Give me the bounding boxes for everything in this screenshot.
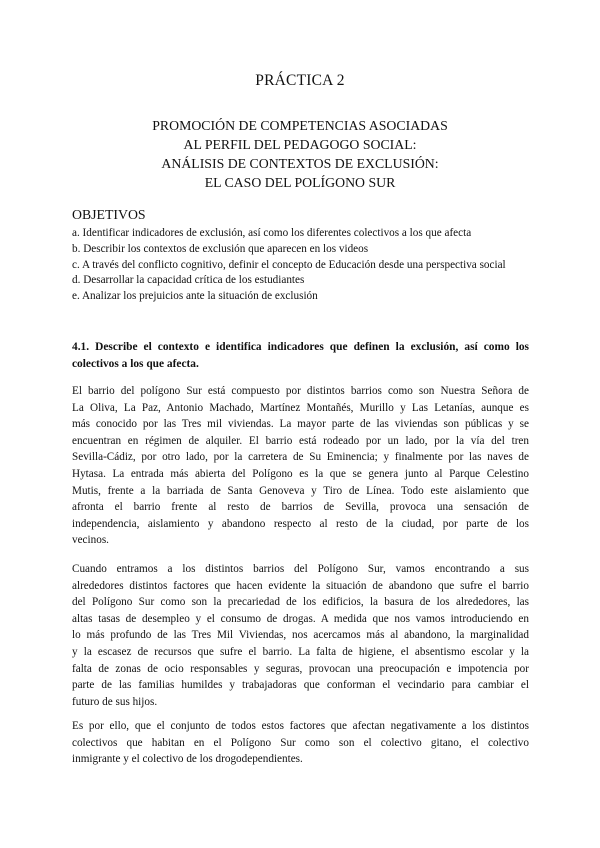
objective-item: d. Desarrollar la capacidad crítica de los estudiantes: [72, 274, 305, 287]
paragraph-line: independencia, aislamiento y abandono respecto al resto de la ciudad, por parte de los: [72, 517, 529, 530]
subtitle-line: ANÁLISIS DE CONTEXTOS DE EXCLUSIÓN:: [161, 156, 439, 171]
objective-item: e. Analizar los prejuicios ante la situación de exclusión: [72, 290, 318, 303]
objectives-list: [72, 226, 528, 305]
body-paragraph: [72, 561, 529, 710]
objective-item: c. A través del conflicto cognitivo, definir el concepto de Educación desde una perspectiva social: [72, 258, 506, 271]
paragraph-line: altas tasas de desempleo y el consumo de drogas. A medida que nos vamos introduciendo en: [72, 612, 529, 625]
paragraph-line: Sevilla-Cádiz, por otro lado, por la carretera de Su Eminencia; y finalmente por las naves de: [72, 451, 529, 464]
paragraph-line: afronta el barrio frente al resto de barrios de Sevilla, provoca una sensación de: [72, 501, 529, 514]
paragraph-line: futuro de sus hijos.: [72, 695, 158, 708]
objective-item: b. Describir los contextos de exclusión que aparecen en los videos: [72, 242, 369, 255]
paragraph-line: Cuando entramos a los distintos barrios del Polígono Sur, vamos encontrando a sus: [72, 563, 529, 575]
subtitle-line: EL CASO DEL POLÍGONO SUR: [204, 175, 396, 190]
page-title: PRÁCTICA 2: [255, 72, 345, 89]
objectives-heading: OBJETIVOS: [72, 207, 146, 222]
document-subtitle: [0, 116, 600, 192]
paragraph-line: lo más profundo de las Tres Mil Viviendas, nos acercamos más al abandono, la marginalidad: [72, 629, 529, 642]
objective-item: a. Identificar indicadores de exclusión, así como los diferentes colectivos a los que afecta: [72, 227, 472, 239]
paragraph-line: parte de las familias humildes y trabajadoras que conforman el vecindario para cambiar el: [72, 679, 529, 692]
paragraph-line: alrededores distintos factores que hacen evidente la situación de abandono que sufre el barrio: [72, 579, 529, 592]
paragraph-line: más conocido por las Tres mil viviendas. La mayor parte de las viviendas son públicas y se: [72, 418, 529, 431]
subtitle-line: AL PERFIL DEL PEDAGOGO SOCIAL:: [183, 137, 417, 152]
paragraph-line: La Oliva, La Paz, Antonio Machado, Martínez Montañés, Murillo y Las Letanías, aunque es: [72, 401, 529, 414]
paragraph-line: vecinos.: [72, 534, 109, 547]
paragraph-line: colectivos que habitan en el Polígono Sur como son el colectivo gitano, el colectivo: [72, 736, 529, 749]
paragraph-line: Hytasa. La entrada más abierta del Polígono es la que se genera junto al Parque Celestino: [72, 467, 529, 480]
paragraph-line: encuentran en régimen de alquiler. El barrio está rodeado por un lado, por la vía del tren: [72, 434, 529, 447]
section-heading: 4.1. Describe el contexto e identifica indicadores que definen la exclusión, así como los colectivos a los que afecta.: [72, 341, 529, 370]
subtitle-line: PROMOCIÓN DE COMPETENCIAS ASOCIADAS: [152, 118, 448, 133]
paragraph-line: El barrio del polígono Sur está compuesto por distintos barrios como son Nuestra Señora de: [72, 385, 529, 397]
body-paragraph: [72, 383, 529, 549]
paragraph-line: y la escasez de recursos que sufre el barrio. La falta de higiene, el absentismo escolar y la: [72, 645, 529, 658]
paragraph-line: del Polígono Sur como son la precariedad de los edificios, la basura de los alrededores, las: [72, 596, 529, 609]
paragraph-line: inmigrante y el colectivo de los drogodependientes.: [72, 753, 303, 766]
paragraph-line: Es por ello, que el conjunto de todos estos factores que afectan negativamente a los distintos: [72, 720, 529, 732]
body-paragraph: [72, 718, 529, 768]
paragraph-line: falta de zonas de ocio responsables y seguras, provocan una preocupación e impotencia por: [72, 662, 529, 675]
paragraph-line: Mutis, frente a la barriada de Santa Genoveva y Tiro de Línea. Todo este aislamiento que: [72, 484, 529, 497]
